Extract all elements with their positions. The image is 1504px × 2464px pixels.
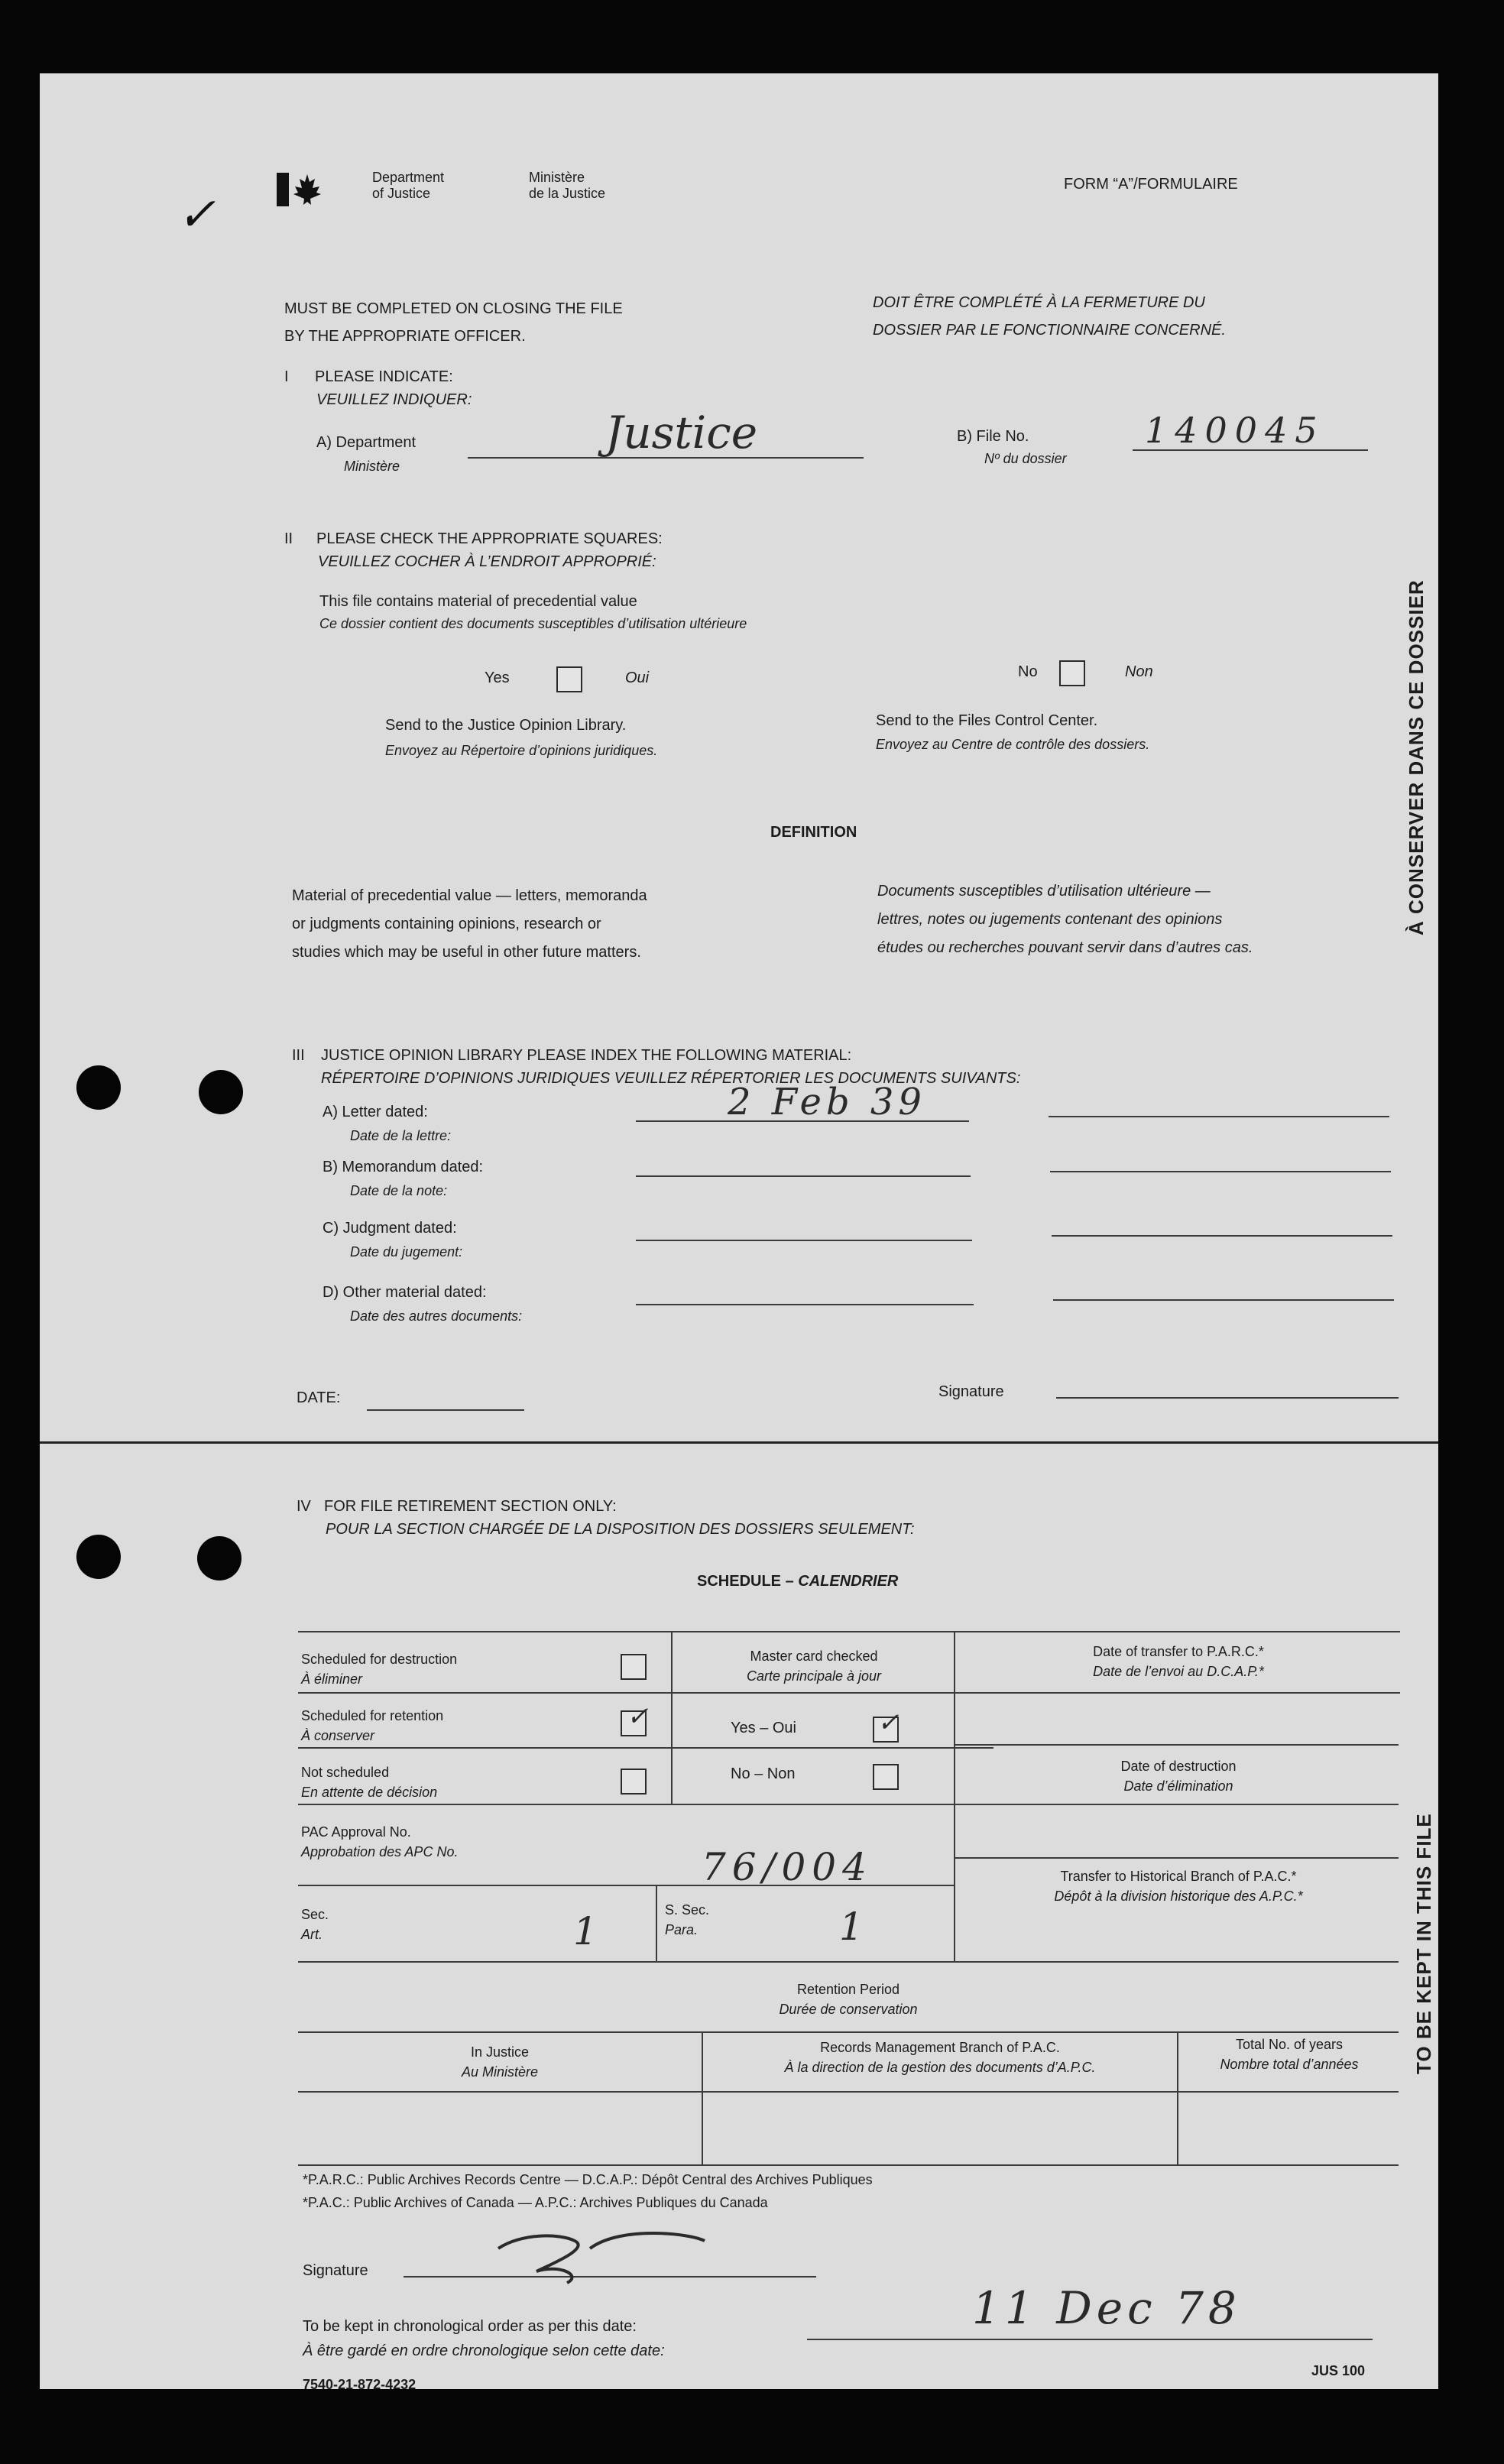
no-label: No — [1018, 663, 1038, 680]
transfer-historical: Transfer to Historical Branch of P.A.C.* Dépôt à la division historique des A.P.C.* — [1054, 1869, 1303, 1904]
master-no: No – Non — [731, 1765, 796, 1782]
perforation-line — [40, 1441, 1438, 1444]
punch-hole-2 — [199, 1070, 243, 1114]
dept-en: Department of Justice — [372, 170, 445, 201]
section-i-title: PLEASE INDICATE: — [315, 368, 453, 385]
section-iv-title: FOR FILE RETIREMENT SECTION ONLY: — [324, 1498, 617, 1515]
table-bottom-line — [298, 2164, 1399, 2166]
intro-fr: DOIT ÊTRE COMPLÉTÉ À LA FERMETURE DU DOSSIER PAR LE FONCTIONNAIRE CONCERNÉ. — [873, 294, 1226, 339]
table-row2-line — [298, 1747, 993, 1749]
section-i-num: I — [284, 368, 289, 385]
file-label: B) File No. — [957, 428, 1029, 445]
form-code: JUS 100 — [1311, 2363, 1366, 2378]
master-yes: Yes – Oui — [731, 1720, 796, 1736]
precedential-question: This file contains material of precedential value — [319, 593, 637, 610]
section-iii-num: III — [292, 1047, 305, 1064]
dept-label-fr: Ministère — [344, 459, 400, 474]
file-label-fr: Nº du dossier — [984, 451, 1067, 466]
chrono-label: To be kept in chronological order as per this date: À être gardé en ordre chronologique selon cette date: — [303, 2318, 665, 2359]
punch-hole-1 — [76, 1065, 121, 1110]
send-files-control-fr: Envoyez au Centre de contrôle des dossiers. — [876, 737, 1150, 752]
records-management: Records Management Branch of P.A.C. À la direction de la gestion des documents d’A.P.C. — [784, 2040, 1096, 2075]
judgment-dated: C) Judgment dated: — [323, 1220, 457, 1237]
precedential-question-fr: Ce dossier contient des documents susceptibles d’utilisation ultérieure — [319, 616, 747, 631]
other-dated: D) Other material dated: — [323, 1284, 487, 1301]
chrono-line — [807, 2339, 1373, 2340]
canada-flag-icon — [277, 171, 324, 212]
table-col-b — [954, 1631, 955, 1963]
table-row2-right-line — [954, 1744, 1399, 1746]
punch-hole-3 — [76, 1535, 121, 1579]
destruction-checkbox[interactable] — [621, 1654, 647, 1680]
master-yes-check-mark: ✓ — [877, 1707, 899, 1738]
punch-hole-4 — [197, 1536, 241, 1581]
section-ii-num: II — [284, 530, 293, 547]
sec-value[interactable]: 1 — [573, 1909, 598, 1953]
table-row4-line — [298, 1961, 1399, 1963]
section-ii-title-fr: VEUILLEZ COCHER À L’ENDROIT APPROPRIÉ: — [318, 553, 656, 570]
definition-en: Material of precedential value — letters, memoranda or judgments containing opinions, research or studies which may be useful in other future matters. — [292, 887, 647, 961]
pac-approval: PAC Approval No. Approbation des APC No. — [301, 1824, 459, 1859]
dept-label: A) Department — [316, 434, 417, 451]
letter-date-value[interactable]: 2 Feb 39 — [728, 1081, 926, 1123]
send-library: Send to the Justice Opinion Library. — [385, 717, 627, 734]
section-i-title-fr: VEUILLEZ INDIQUER: — [316, 391, 472, 408]
definition-title: DEFINITION — [770, 824, 857, 841]
memo-line-1 — [636, 1175, 971, 1177]
pac-approval-value[interactable]: 76/004 — [702, 1845, 873, 1889]
judgment-line-2 — [1052, 1235, 1392, 1237]
signature-line — [1056, 1397, 1399, 1399]
footnote-parc: *P.A.R.C.: Public Archives Records Centre — D.C.A.P.: Dépôt Central des Archives Publiques — [303, 2172, 873, 2187]
other-line-1 — [636, 1304, 974, 1305]
judgment-line-1 — [636, 1240, 972, 1241]
memo-dated: B) Memorandum dated: — [323, 1159, 484, 1175]
transfer-parc: Date of transfer to P.A.R.C.* Date de l’envoi au D.C.A.P.* — [1093, 1644, 1264, 1679]
non-label: Non — [1125, 663, 1153, 680]
definition-fr: Documents susceptibles d’utilisation ultérieure — lettres, notes ou jugements contenant des opinions études ou recherches pouvant servir dans d’autres cas. — [877, 883, 1253, 956]
send-library-fr: Envoyez au Répertoire d’opinions juridiques. — [385, 743, 658, 758]
master-card: Master card checked Carte principale à jour — [746, 1649, 882, 1684]
section-iii-title-fr: RÉPERTOIRE D’OPINIONS JURIDIQUES VEUILLEZ RÉPERTORIER LES DOCUMENTS SUIVANTS: — [321, 1070, 1021, 1087]
letter-dated-fr: Date de la lettre: — [350, 1128, 452, 1143]
in-justice: In Justice Au Ministère — [461, 2044, 539, 2080]
signature-label-iv: Signature — [303, 2262, 368, 2279]
intro-en: MUST BE COMPLETED ON CLOSING THE FILE BY THE APPROPRIATE OFFICER. — [284, 300, 623, 345]
date-label: DATE: — [297, 1389, 341, 1406]
table-row3-line — [298, 1804, 1399, 1805]
form-id: FORM “A”/FORMULAIRE — [1064, 176, 1238, 193]
total-years: Total No. of years Nombre total d’années — [1220, 2037, 1359, 2072]
yes-label: Yes — [485, 669, 510, 686]
table-top-line — [298, 1631, 1400, 1632]
not-scheduled: Not scheduled En attente de décision — [301, 1765, 438, 1800]
chrono-value[interactable]: 11 Dec 78 — [972, 2282, 1241, 2334]
retention-check-mark: ✓ — [627, 1701, 649, 1732]
scheduled-retention: Scheduled for retention À conserver — [301, 1708, 444, 1743]
footnote-pac: *P.A.C.: Public Archives of Canada — A.P.C.: Archives Publiques du Canada — [303, 2195, 768, 2210]
section-iii-title: JUSTICE OPINION LIBRARY PLEASE INDEX THE FOLLOWING MATERIAL: — [321, 1047, 852, 1064]
memo-dated-fr: Date de la note: — [350, 1183, 448, 1198]
sec-label: Sec. Art. — [301, 1907, 329, 1942]
date-line — [367, 1409, 524, 1411]
scheduled-destruction: Scheduled for destruction À éliminer — [301, 1652, 458, 1687]
section-iv-num: IV — [297, 1498, 311, 1515]
date-destruction: Date of destruction Date d’élimination — [1120, 1759, 1237, 1794]
not-scheduled-checkbox[interactable] — [621, 1769, 647, 1795]
retention-period: Retention Period Durée de conservation — [779, 1982, 918, 2017]
yes-checkbox[interactable] — [556, 666, 582, 692]
margin-check-mark: ✓ — [177, 188, 216, 242]
side-text-top: À CONSERVER DANS CE DOSSIER — [1405, 579, 1428, 935]
section-iv-title-fr: POUR LA SECTION CHARGÉE DE LA DISPOSITION DES DOSSIERS SEULEMENT: — [326, 1521, 915, 1538]
judgment-dated-fr: Date du jugement: — [350, 1244, 463, 1260]
ssec-value[interactable]: 1 — [839, 1905, 864, 1949]
form-stock-number: 7540-21-872-4232 — [303, 2377, 417, 2392]
signature-scribble — [491, 2218, 712, 2291]
table-row5-line — [298, 2031, 1399, 2033]
table-col-sec — [656, 1885, 657, 1961]
master-no-checkbox[interactable] — [873, 1764, 899, 1790]
section-ii-title: PLEASE CHECK THE APPROPRIATE SQUARES: — [316, 530, 663, 547]
letter-dated: A) Letter dated: — [323, 1104, 428, 1120]
other-line-2 — [1053, 1299, 1394, 1301]
other-dated-fr: Date des autres documents: — [350, 1308, 523, 1324]
send-files-control: Send to the Files Control Center. — [876, 712, 1098, 729]
table-col-a — [671, 1631, 673, 1804]
dept-value[interactable]: Justice — [605, 407, 758, 459]
memo-line-2 — [1050, 1171, 1391, 1172]
dept-fr: Ministère de la Justice — [529, 170, 606, 201]
signature-label: Signature — [938, 1383, 1004, 1400]
ssec-label: S. Sec. Para. — [665, 1902, 710, 1937]
table-row3-right-line — [954, 1857, 1399, 1859]
side-text-bottom: TO BE KEPT IN THIS FILE — [1412, 1813, 1435, 2074]
table-row6-line — [298, 2091, 1399, 2093]
file-value[interactable]: 140045 — [1145, 410, 1325, 451]
no-checkbox[interactable] — [1059, 660, 1085, 686]
letter-line-2 — [1049, 1116, 1389, 1117]
schedule-title: SCHEDULE – CALENDRIER — [697, 1573, 899, 1590]
form-paper — [40, 73, 1438, 2392]
oui-label: Oui — [625, 669, 650, 686]
table-row1-line — [298, 1692, 1400, 1694]
